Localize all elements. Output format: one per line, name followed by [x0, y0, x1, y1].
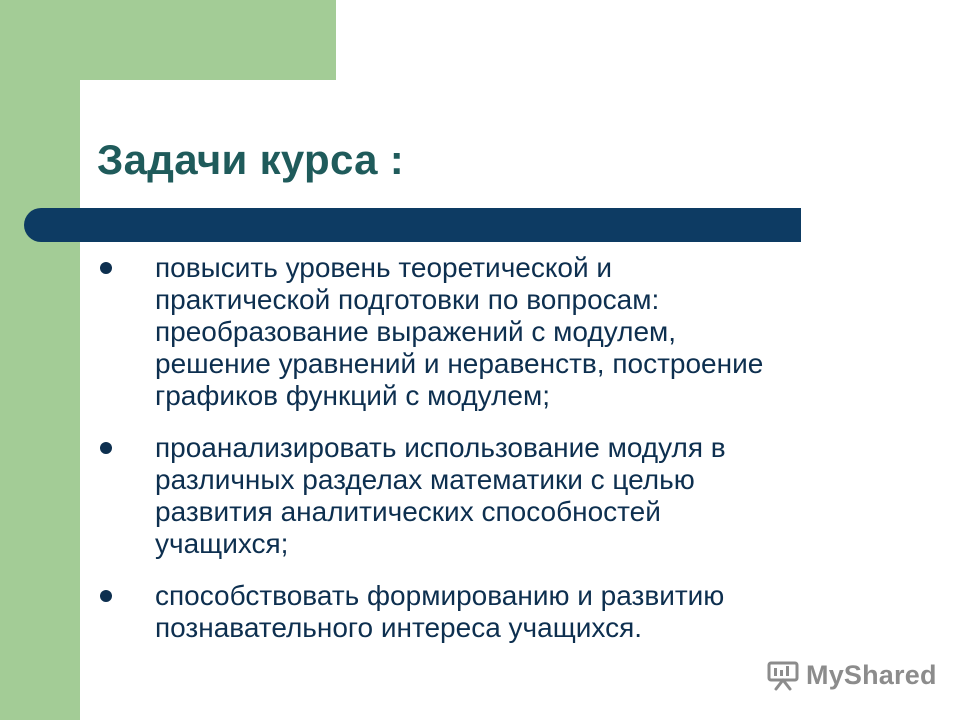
bullet-item — [98, 252, 878, 412]
slide-title: Задачи курса : — [97, 136, 405, 183]
bullet-dot-icon — [100, 442, 112, 454]
bullet-item — [98, 432, 878, 560]
bullet-dot-icon — [100, 590, 112, 602]
watermark-text: MyShared — [806, 659, 937, 690]
watermark — [766, 657, 937, 693]
green-accent-left — [0, 0, 80, 720]
bullet-text: способствовать формированию и развитию познавательного интереса учащихся. — [155, 580, 725, 643]
green-accent-top — [0, 0, 336, 80]
presentation-board-icon — [766, 658, 800, 692]
bullet-list — [98, 252, 878, 664]
bullet-item — [98, 580, 878, 644]
bullet-text: повысить уровень теоретической и практической подготовки по вопросам: преобразование выражений с модулем, решение уравнений и неравенств, построение графиков функций с модулем; — [155, 252, 764, 411]
title-underline-bar — [24, 208, 801, 242]
bullet-text: проанализировать использование модуля в различных разделах математики с целью развития аналитических способностей учащихся; — [155, 432, 726, 559]
bullet-dot-icon — [100, 262, 112, 274]
